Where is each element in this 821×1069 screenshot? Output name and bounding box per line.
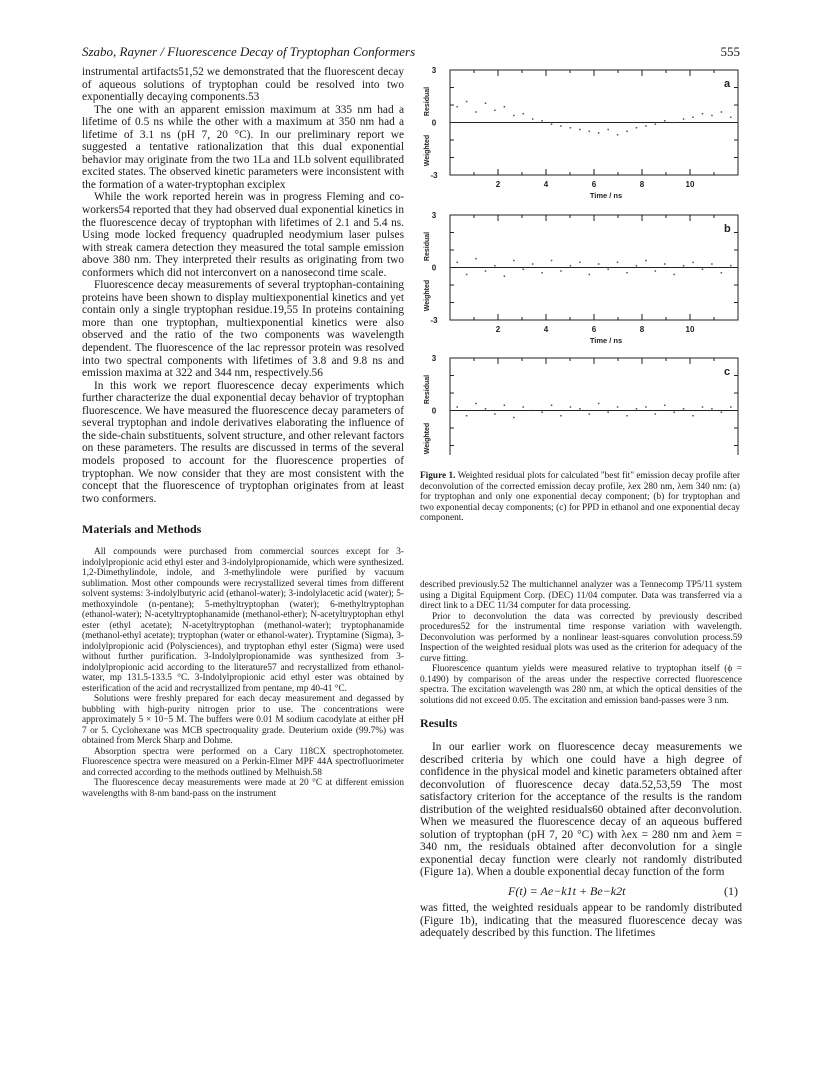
residual-point	[560, 270, 562, 272]
residual-point	[466, 274, 468, 276]
residual-point	[466, 101, 468, 103]
residual-point	[588, 413, 590, 415]
residual-point	[636, 408, 638, 410]
residual-point	[551, 260, 553, 262]
x-axis-label: Time / ns	[589, 336, 623, 345]
residual-point	[702, 268, 704, 270]
x-tick-label: 8	[639, 325, 645, 334]
paragraph: While the work reported herein was in progress Fleming and co-workers54 reported that they had observed dual exponential kinetics in the fluorescence decay of tryptophan with lifetimes of 2.1 and 5.4 ns. Using mode locked frequency quadrupled neodymium laser pulses with streak camera detection they measured the total sample emission above 380 nm. They interpreted their results as originating from two conformers which did not interconvert on a nanosecond time scale.	[82, 191, 404, 279]
residual-point	[532, 263, 534, 265]
residual-point	[475, 403, 477, 405]
panel-label: c	[724, 366, 731, 378]
paragraph: All compounds were purchased from commercial sources except for 3-indolylpropionic acid ethyl ester and 3-indolylpropionamide, which were synthesized. 1,2-Dimethylindole, indole, and 3-methylindole were purified by vacuum sublimation. Most other compounds were recrystallized several times from different solvent systems: 3-indolylbutyric acid (ethanol-water); 3-indolylacetic acid (water); 5-methoxyindole (n-pentane); 5-methyltryptophan (water); 6-methyltryptophan (ethanol-water); N-acetyltryptophanamide (methanol-ether); N-acetyltryptophan ethyl ester (ethyl acetate); N-acetyltryptophan (methanol-water); tryptophanamide (methanol-ethyl acetate); tryptophan (water or ethanol-water). Tryptamine (Sigma), 3-indolylpropionic acid (Polysciences), and tryptophan ethyl ester (Sigma) were used without further purification. 3-Indolylpropionamide was synthesized from 3-indolylpropionic acid according to the literature57 and recrystallized from ethanol-water, mp 131.5-133.5 °C. 3-Indolylpropionic acid ethyl ester was obtained by esterification of the acid and recrystallized from pentane, mp 40-41 °C.	[82, 547, 404, 694]
residual-point	[475, 258, 477, 260]
figure-caption	[420, 471, 740, 524]
caption-text: Weighted residual plots for calculated "best fit" emission decay profile after deconvolution of the corrected emission decay profile, λex 280 nm, λem 340 nm: (a) for tryptophan and only one exponential decay component; (b) for tryptophan and two exponential decay components; (c) for PPD in ethanol and one exponential decay component.	[420, 471, 740, 524]
paragraph: instrumental artifacts51,52 we demonstrated that the fluorescent decay of aqueous solutions of tryptophan could be resolved into two exponentially decaying components.53	[82, 66, 404, 104]
residual-point	[607, 411, 609, 413]
residual-point	[664, 404, 666, 406]
x-tick-label: 10	[685, 180, 695, 189]
residual-point	[711, 115, 713, 117]
residual-point	[626, 415, 628, 417]
section-heading-results: Results	[420, 716, 458, 730]
residual-point	[579, 261, 581, 263]
residual-point	[683, 408, 685, 410]
residual-point	[541, 411, 543, 413]
x-tick-label: 10	[685, 325, 695, 334]
residual-point	[579, 408, 581, 410]
residual-point	[541, 272, 543, 274]
residual-point	[636, 127, 638, 129]
residual-point	[598, 132, 600, 134]
section-heading-methods: Materials and Methods	[82, 522, 202, 537]
residual-point	[673, 122, 675, 124]
residual-point	[702, 406, 704, 408]
residual-point	[485, 270, 487, 272]
x-tick-label: 4	[543, 180, 549, 189]
residual-point	[588, 274, 590, 276]
panel-label: a	[724, 78, 731, 90]
residual-point	[692, 261, 694, 263]
residual-point	[541, 120, 543, 122]
residual-point	[456, 261, 458, 263]
residual-point	[692, 415, 694, 417]
residual-point	[654, 123, 656, 125]
x-tick-label: 6	[591, 180, 597, 189]
residual-point	[720, 411, 722, 413]
residual-point	[730, 265, 732, 267]
right-column	[420, 580, 742, 940]
residual-point	[598, 403, 600, 405]
residual-point	[617, 134, 619, 136]
residual-point	[617, 261, 619, 263]
residual-point	[494, 109, 496, 111]
x-tick-label: 8	[639, 180, 645, 189]
y-axis-label: Residual	[424, 374, 431, 405]
residual-point	[522, 113, 524, 115]
residual-point	[645, 406, 647, 408]
paragraph: Fluorescence quantum yields were measured relative to tryptophan itself (ϕ = 0.1490) by comparison of the areas under the respective corrected fluorescence spectra. The excitation wavelength was 280 nm, at which the optical densities of the solutions did not exceed 0.05. The excitation and emission band-passes were 3 nm.	[420, 664, 742, 706]
paragraph: The one with an apparent emission maximum at 335 nm had a lifetime of 0.5 ns while the other with a maximum at 350 nm had a lifetime of 3.1 ns (pH 7, 20 °C). In our preliminary report we suggested a tentative rationalization that this dual exponential behavior may originate from the two 1La and 1Lb solvent equilibrated excited states. The observed kinetic parameters were inconsistent with the formation of a water-tryptophan exciplex	[82, 103, 404, 191]
running-head: Szabo, Rayner / Fluorescence Decay of Tryptophan Conformers	[82, 44, 416, 59]
residual-point	[607, 268, 609, 270]
residual-point	[532, 410, 534, 412]
residual-plots	[420, 60, 742, 455]
residual-point	[720, 111, 722, 113]
x-tick-label: 2	[495, 325, 501, 334]
residual-point	[617, 406, 619, 408]
y-tick-label: 0	[431, 406, 437, 416]
residual-point	[683, 265, 685, 267]
residual-point	[522, 406, 524, 408]
residual-point	[588, 130, 590, 132]
residual-point	[513, 260, 515, 262]
residual-point	[485, 102, 487, 104]
x-axis-label: Time / ns	[589, 191, 623, 200]
residual-point	[532, 118, 534, 120]
y-axis-label: Weighted	[424, 422, 431, 455]
residual-point	[645, 260, 647, 262]
residual-point	[560, 125, 562, 127]
residual-point	[664, 120, 666, 122]
residual-point	[475, 111, 477, 113]
equation-body: F(t) = Ae−k1t + Be−k2t	[508, 884, 626, 899]
residual-point	[570, 406, 572, 408]
residual-point	[522, 268, 524, 270]
residual-point	[626, 130, 628, 132]
paragraph: In our earlier work on fluorescence decay measurements we described criteria by which one could have a high degree of confidence in the physical model and kinetic parameters obtained after deconvolution of fluorescence decay data.52,53,59 The most satisfactory criterion for the acceptance of the results is the random distribution of the weighted residuals60 obtained after deconvolution. When we measured the fluorescence decay of an aqueous buffered solution of tryptophan (pH 7, 20 °C) with λex = 280 nm and λem = 340 nm, the residuals obtained after deconvolution for a single exponential decay function were clearly not randomly distributed (Figure 1a). When a double exponential decay function of the form	[420, 741, 742, 879]
residual-point	[485, 408, 487, 410]
residual-point	[607, 129, 609, 131]
residual-point	[456, 406, 458, 408]
residual-point	[598, 263, 600, 265]
paragraph: described previously.52 The multichannel analyzer was a Tennecomp TP5/11 system using a Digital Equipment Corp. (DEC) 11/04 computer. Data was transferred via a direct link to a DEC 11/34 computer for data processing.	[420, 580, 742, 611]
equation-1	[420, 882, 742, 899]
paragraph: Prior to deconvolution the data was corrected by previously described procedures52 for the instrumental time response variation with wavelength. Deconvolution was performed by a nonlinear least-squares convolution process.59 Inspection of the weighted residual plots was used as the criterion for adequacy of the curve fitting.	[420, 611, 742, 664]
paragraph: Absorption spectra were performed on a Cary 118CX spectrophotometer. Fluorescence spectra were measured on a Perkin-Elmer MPF 44A spectrofluorimeter and corrected according to the methods outlined by Melhuish.58	[82, 746, 404, 778]
x-tick-label: 2	[495, 180, 501, 189]
left-column	[82, 66, 404, 799]
panel-label: b	[724, 223, 731, 235]
page-number: 555	[720, 44, 740, 59]
residual-point	[551, 123, 553, 125]
y-tick-label: 3	[431, 354, 437, 363]
residual-point	[664, 263, 666, 265]
residual-point	[673, 274, 675, 276]
paragraph: was fitted, the weighted residuals appear to be randomly distributed (Figure 1b), indicating that the measured fluorescence decay was adequately described by this function. The lifetimes	[420, 902, 742, 940]
y-axis-label: Weighted	[424, 279, 431, 312]
page-header	[82, 44, 740, 60]
equation-number: (1)	[724, 884, 738, 899]
residual-point	[636, 265, 638, 267]
residual-point	[730, 116, 732, 118]
residual-point	[654, 413, 656, 415]
residual-point	[570, 265, 572, 267]
plot-frame	[450, 358, 738, 455]
caption-label: Figure 1.	[420, 471, 456, 481]
x-tick-label: 6	[591, 325, 597, 334]
residual-point	[494, 265, 496, 267]
residual-point	[513, 417, 515, 419]
residual-point	[702, 113, 704, 115]
residual-point	[654, 270, 656, 272]
residual-point	[711, 263, 713, 265]
residual-point	[466, 415, 468, 417]
x-tick-label: 4	[543, 325, 549, 334]
paragraph: In this work we report fluorescence decay experiments which further characterize the dual exponential decay behavior of tryptophan fluorescence. We have measured the fluorescence decay parameters of several tryptophan and indole derivatives elaborating the influence of the side-chain substituents, solvent structure, and other relevant factors on these parameters. The results are discussed in terms of the several models proposed to account for the fluorescence properties of tryptophan. We now consider that they are most consistent with the concept that the fluorescence of tryptophan originates from at least two conformers.	[82, 379, 404, 505]
y-tick-label: 3	[431, 211, 437, 220]
residual-point	[570, 127, 572, 129]
y-tick-label: 0	[431, 263, 437, 273]
residual-point	[579, 129, 581, 131]
residual-point	[645, 125, 647, 127]
y-axis-label: Weighted	[424, 134, 431, 167]
residual-point	[720, 272, 722, 274]
residual-point	[513, 115, 515, 117]
paragraph: The fluorescence decay measurements were made at 20 °C at different emission wavelengths with 8-nm band-pass on the instrument	[82, 778, 404, 799]
residual-point	[673, 411, 675, 413]
residual-point	[503, 404, 505, 406]
residual-point	[683, 118, 685, 120]
y-tick-label: 3	[431, 66, 437, 75]
y-tick-label: -3	[430, 316, 438, 325]
residual-point	[503, 275, 505, 277]
y-axis-label: Residual	[424, 86, 431, 117]
residual-point	[503, 106, 505, 108]
residual-point	[692, 116, 694, 118]
paragraph: Solutions were freshly prepared for each decay measurement and degassed by bubbling with high-purity nitrogen prior to use. The concentrations were approximately 5 × 10−5 M. The buffers were 0.01 M sodium cacodylate at either pH 7 or 5. Cyclohexane was MCB spectroquality grade. Deuterium oxide (99.7%) was obtained from Merck Sharp and Dohme.	[82, 694, 404, 747]
residual-point	[551, 404, 553, 406]
residual-point	[730, 406, 732, 408]
residual-point	[494, 413, 496, 415]
figure-1	[420, 60, 742, 455]
residual-point	[711, 408, 713, 410]
y-tick-label: 0	[431, 118, 437, 128]
residual-point	[626, 272, 628, 274]
y-tick-label: -3	[430, 171, 438, 180]
residual-point	[560, 415, 562, 417]
paragraph: Fluorescence decay measurements of several tryptophan-containing proteins have been shown to display multiexponential kinetics and yet contain only a single tryptophan residue.19,55 In proteins containing more than one tryptophan, multiexponential kinetics were also observed and the ratio of the two components was wavelength dependent. The fluorescence of the lac repressor protein was resolved into two spectral components with lifetimes of 3.8 and 9.8 ns and emission maxima at 322 and 344 nm, respectively.56	[82, 279, 404, 380]
y-axis-label: Residual	[424, 231, 431, 262]
residual-point	[456, 106, 458, 108]
